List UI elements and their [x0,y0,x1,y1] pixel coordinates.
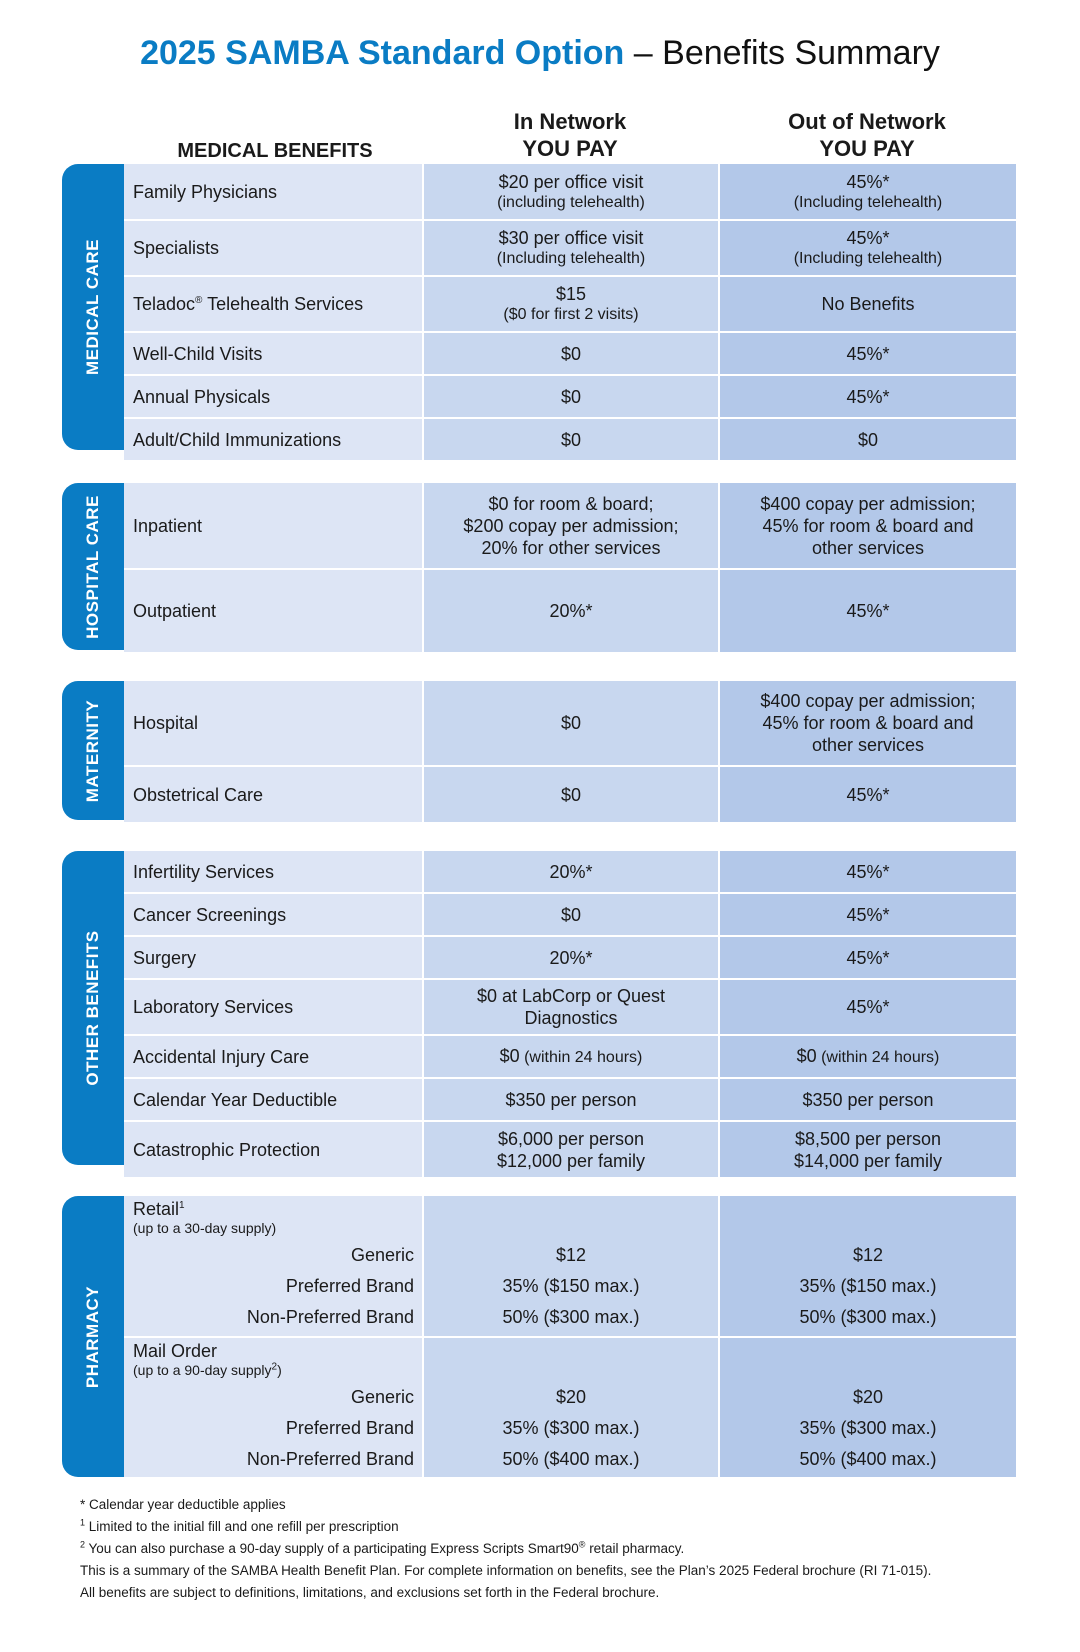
in-network-cost: 20%* [422,937,718,978]
retail-out-network: $12 35% ($150 max.) 50% ($300 max.) [718,1196,1016,1336]
footnote-summary: This is a summary of the SAMBA Health Benefit Plan. For complete information on benefits, see the Plan’s 2025 Federal brochure (RI 71-015). [80,1563,932,1578]
footnote-1: $^1$ Limited to the initial fill and one refill per prescription [80,1517,399,1534]
section-tab-pharmacy: PHARMACY [62,1196,124,1477]
footnote-limitations: All benefits are subject to definitions, limitations, and exclusions set forth in the Federal brochure. [80,1585,660,1600]
section-tab-medical-care: MEDICAL CARE [62,164,124,450]
out-network-cost: 45%* [718,937,1016,978]
title-suffix: – Benefits Summary [624,34,940,72]
benefit-row [124,376,1016,419]
benefit-row [124,333,1016,376]
section-maternity [62,681,1016,820]
section-tab-maternity: MATERNITY [62,681,124,820]
benefit-row [124,681,1016,767]
page-title [0,30,1080,76]
in-network-cost: 20%* [422,851,718,892]
out-network-cost: 45%* [718,767,1016,822]
benefit-name: Surgery [124,937,422,978]
benefit-row [124,1079,1016,1122]
benefit-row [124,1122,1016,1177]
benefit-name: Family Physicians [124,164,422,219]
in-network-cost: $0 (within 24 hours) [422,1036,718,1077]
out-network-cost: 45%* [718,570,1016,652]
out-network-cost: 45%* (Including telehealth) [718,164,1016,219]
benefit-name: Accidental Injury Care [124,1036,422,1077]
benefit-name: Cancer Screenings [124,894,422,935]
benefit-name: Calendar Year Deductible [124,1079,422,1120]
benefit-name: Hospital [124,681,422,765]
mail-order-label: Mail Order (up to a 90-day supply$^2$) Generic Preferred Brand Non-Preferred Brand [124,1338,422,1477]
pharmacy-retail-block [124,1196,1016,1338]
benefit-row [124,419,1016,460]
in-network-cost: $20 per office visit (including telehealth) [422,164,718,219]
benefit-name: Specialists [124,221,422,275]
out-network-cost: 45%* (Including telehealth) [718,221,1016,275]
out-of-network-header: Out of Network YOU PAY [788,109,946,161]
mail-order-in-network: $20 35% ($300 max.) 50% ($400 max.) [422,1338,718,1477]
in-network-header: In Network YOU PAY [513,109,627,161]
benefit-row [124,937,1016,980]
benefit-name: Infertility Services [124,851,422,892]
in-network-cost: $0 [422,419,718,460]
in-network-cost: $0 [422,894,718,935]
out-network-cost: 45%* [718,333,1016,374]
benefit-name: Annual Physicals [124,376,422,417]
out-network-cost: $350 per person [718,1079,1016,1120]
benefit-name: Catastrophic Protection [124,1122,422,1177]
section-tab-hospital-care: HOSPITAL CARE [62,483,124,650]
footnote-2: $^2$ You can also purchase a 90-day supply of a participating Express Scripts Smart90® retail pharmacy. [80,1539,685,1556]
benefit-row [124,980,1016,1036]
benefit-row [124,164,1016,221]
benefit-row [124,894,1016,937]
in-network-cost: $30 per office visit (Including telehealth) [422,221,718,275]
in-network-cost: $0 [422,681,718,765]
benefit-name: Outpatient [124,570,422,652]
out-network-cost: No Benefits [718,277,1016,331]
in-network-cost: $6,000 per person $12,000 per family [422,1122,718,1177]
mail-order-out-network: $20 35% ($300 max.) 50% ($400 max.) [718,1338,1016,1477]
out-network-cost: $8,500 per person $14,000 per family [718,1122,1016,1177]
out-network-cost: 45%* [718,851,1016,892]
footnote-deductible: * Calendar year deductible applies [80,1497,286,1512]
out-network-cost: $0 [718,419,1016,460]
out-network-cost: 45%* [718,980,1016,1034]
in-network-cost: $0 [422,767,718,822]
benefit-row [124,1036,1016,1079]
in-network-cost: $0 [422,376,718,417]
benefit-name: Obstetrical Care [124,767,422,822]
footnotes [80,1494,1040,1604]
pharmacy-mail-order-block [124,1338,1016,1477]
out-network-cost: 45%* [718,376,1016,417]
retail-label: Retail$^1$ (up to a 30-day supply) Generic Preferred Brand Non-Preferred Brand [124,1196,422,1336]
out-network-cost: $400 copay per admission; 45% for room & board and other services [718,483,1016,568]
in-network-cost: $350 per person [422,1079,718,1120]
benefit-name: Inpatient [124,483,422,568]
benefit-row [124,851,1016,894]
retail-in-network: $12 35% ($150 max.) 50% ($300 max.) [422,1196,718,1336]
benefit-name: Laboratory Services [124,980,422,1034]
out-network-cost: $400 copay per admission; 45% for room & board and other services [718,681,1016,765]
benefit-name: Well-Child Visits [124,333,422,374]
benefit-row [124,483,1016,570]
in-network-cost: 20%* [422,570,718,652]
in-network-cost: $15 ($0 for first 2 visits) [422,277,718,331]
benefit-row [124,277,1016,333]
section-hospital-care [62,483,1016,650]
in-network-cost: $0 at LabCorp or Quest Diagnostics [422,980,718,1034]
out-network-cost: $0 (within 24 hours) [718,1036,1016,1077]
in-network-cost: $0 [422,333,718,374]
section-medical-care [62,164,1016,450]
benefit-row [124,767,1016,822]
section-pharmacy [62,1196,1016,1477]
out-network-cost: 45%* [718,894,1016,935]
section-other-benefits [62,851,1016,1171]
benefit-row [124,221,1016,277]
title-plan-name: 2025 SAMBA Standard Option [140,34,625,72]
in-network-cost: $0 for room & board; $200 copay per admission; 20% for other services [422,483,718,568]
section-tab-other-benefits: OTHER BENEFITS [62,851,124,1165]
benefit-row [124,570,1016,652]
medical-benefits-header: MEDICAL BENEFITS [177,140,373,162]
benefit-name: Teladoc® Telehealth Services [124,277,422,331]
benefit-name: Adult/Child Immunizations [124,419,422,460]
